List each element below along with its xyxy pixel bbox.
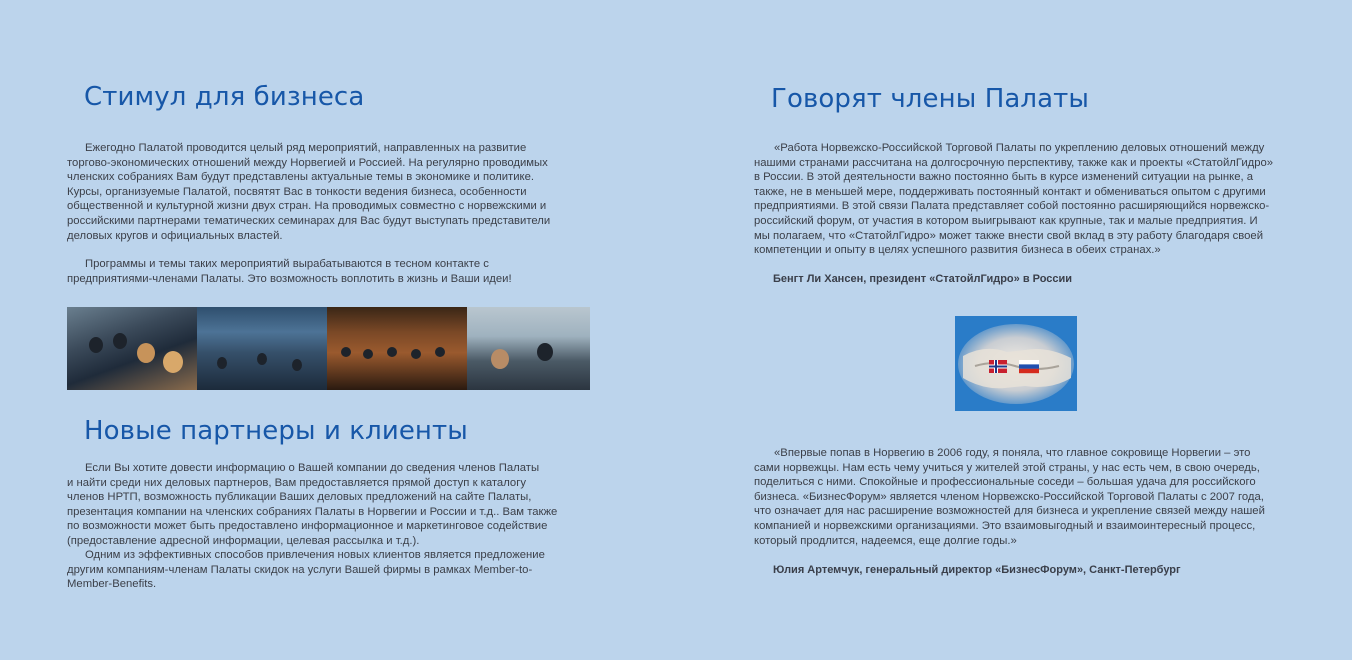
text-line: Курсы, организуемые Палатой, посвятят Вас в тонкости ведения бизнеса, особенности [67,185,527,198]
quote-statoilhydro [754,141,1284,258]
text-line: по возможности может быть предоставлено информационное и маркетинговое содействие [67,520,548,533]
stimulus-paragraph-2 [67,257,597,286]
text-line: Если Вы хотите довести информацию о Вашей компании до сведения членов Палаты [85,462,540,474]
text-line: Программы и темы таких мероприятий вырабатываются в тесном контакте с [85,258,489,270]
text-line: деловых кругов и официальных властей. [67,229,283,242]
text-line: в России. В этой деятельности важно постоянно быть в курсе изменений ситуации на рынке, а [754,171,1254,184]
section-title-stimulus: Стимул для бизнеса [84,82,365,112]
handshake-flags-image [955,316,1077,411]
text-line: торгово-экономических отношений между Норвегией и Россией. На регулярно проводимых [67,156,548,169]
photo-conference-room [327,307,467,390]
text-line: который продлится, надеемся, еще долгие годы.» [754,534,1017,547]
partners-paragraph-2 [67,548,597,592]
text-line: другим компаниям-членам Палаты скидок на услуги Вашей фирмы в рамках Member-to- [67,563,533,576]
text-line: общественной и культурной жизни двух стран. На проводимых совместно с норвежскими и [67,200,547,213]
text-line: мы полагаем, что «СтатойлГидро» может также внести свой вклад в эту работу благодаря своей [754,229,1264,242]
section-title-members-say: Говорят члены Палаты [771,84,1090,114]
handshake-icon [955,316,1077,411]
text-line: бизнеса. «БизнесФорум» является членом Норвежско-Российской Торговой Палаты с 2007 года, [754,490,1264,503]
text-line: «Работа Норвежско-Российской Торговой Палаты по укреплению деловых отношений между [774,142,1265,154]
text-line: что означает для нас расширение возможностей для бизнеса и укрепление связей между нашей [754,505,1265,518]
signature-statoilhydro: Бенгт Ли Хансен, президент «СтатойлГидро» в России [773,273,1073,285]
text-line: Member-Benefits. [67,578,157,591]
text-line: презентация компании на членских собраниях Палаты в Норвегии и России и т.д.. Вам также [67,505,558,518]
quote-businessforum [754,446,1284,548]
text-line: компанией и норвежскими организациями. Это взаимовыгодный и взаимоинтересный процесс, [754,519,1256,532]
signature-businessforum: Юлия Артемчук, генеральный директор «БизнесФорум», Санкт-Петербург [773,564,1181,576]
text-line: также, не в меньшей мере, поддерживать постоянный контакт и обмениваться опытом с другими [754,185,1266,198]
text-line: российскими партнерами тематических семинарах для Вас будут выступать представители [67,214,551,227]
text-line: Ежегодно Палатой проводится целый ряд мероприятий, направленных на развитие [85,142,527,154]
text-line: предприятиями-членами Палаты. Это возможность воплотить в жизнь и Ваши идеи! [67,272,512,285]
text-line: нашими странами рассчитана на долгосрочную перспективу, также как и проекты «СтатойлГидро» [754,156,1274,169]
text-line: поделиться с ними. Спокойные и профессиональные соседи – большая удача для российского [754,476,1256,489]
event-photos-strip [67,307,590,390]
text-line: компетенции и опыту в целях успешного развития бизнеса в обеих странах.» [754,244,1161,257]
text-line: (предоставление адресной информации, целевая рассылка и т.д.). [67,534,420,547]
text-line: и найти среди них деловых партнеров, Вам предоставляется прямой доступ к каталогу [67,476,526,489]
text-line: членов НРТП, возможность публикации Ваших деловых предложений на сайте Палаты, [67,491,532,504]
section-title-new-partners: Новые партнеры и клиенты [84,416,468,446]
partners-paragraph-1 [67,461,597,549]
text-line: предприятиями. В этой связи Палата представляет собой постоянно расширяющийся норвежско- [754,200,1270,213]
photo-exhibition-hall [197,307,327,390]
stimulus-paragraph-1 [67,141,597,243]
photo-meeting-audience [67,307,197,390]
text-line: членских собраниях Вам будут представлены актуальные темы в экономике и политике. [67,171,535,184]
photo-seminar [467,307,590,390]
text-line: сами норвежцы. Нам есть чему учиться у жителей этой страны, у нас есть чем, в свою очередь, [754,461,1260,474]
text-line: «Впервые попав в Норвегию в 2006 году, я поняла, что главное сокровище Норвегии – это [774,447,1251,459]
text-line: Одним из эффективных способов привлечения новых клиентов является предложение [85,549,545,561]
text-line: российский форум, от участия в котором выигрывают как крупные, так и малые предприятия. И [754,214,1258,227]
